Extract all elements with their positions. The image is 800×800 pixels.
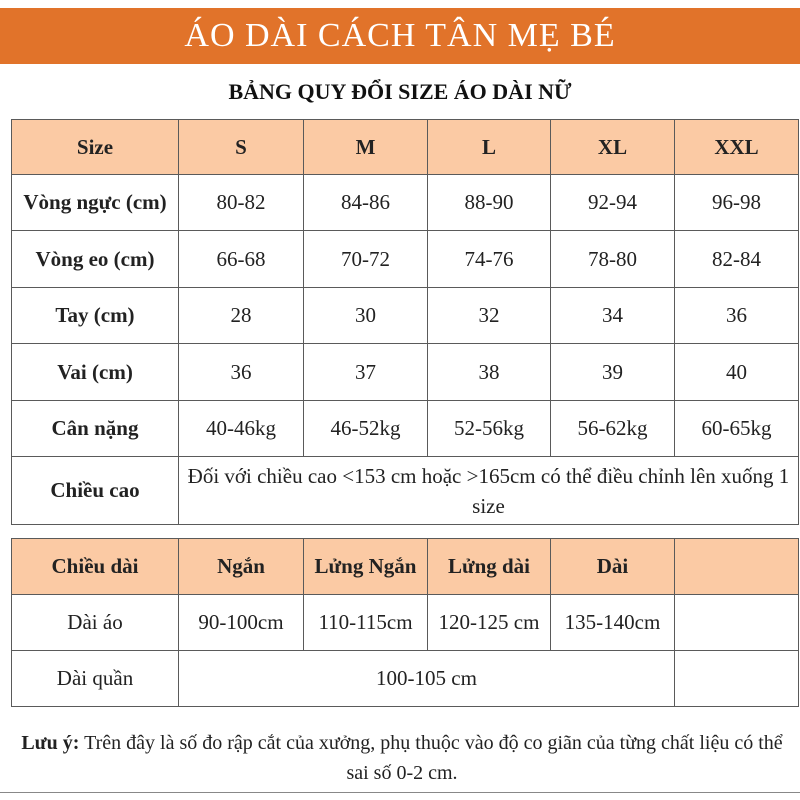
row-label: Vòng eo (cm) [12,231,179,288]
header-cell-l: L [428,120,551,175]
table-row-sleeve [12,288,799,344]
table-cell: 66-68 [179,231,304,288]
table-cell: 96-98 [675,175,799,231]
size-table [11,119,799,525]
height-note-cell: Đối với chiều cao <153 cm hoặc >165cm có thể điều chỉnh lên xuống 1 size [179,457,799,525]
note-label: Lưu ý: [21,732,80,754]
table-cell: 82-84 [675,231,799,288]
header-cell-mid-short: Lửng Ngắn [304,539,428,595]
table-cell: 36 [179,344,304,401]
table-cell: 32 [428,288,551,344]
pants-length-cell: 100-105 cm [179,651,675,707]
table-cell: 39 [551,344,675,401]
table-cell: 52-56kg [428,401,551,457]
header-cell-s: S [179,120,304,175]
table-cell: 90-100cm [179,595,304,651]
row-label: Dài quần [12,651,179,707]
table-cell [675,595,799,651]
table-row-shoulder [12,344,799,401]
row-label: Chiều cao [12,457,179,525]
table-cell: 56-62kg [551,401,675,457]
header-cell-empty [675,539,799,595]
table-cell: 110-115cm [304,595,428,651]
header-cell-xxl: XXL [675,120,799,175]
table-cell: 46-52kg [304,401,428,457]
header-cell-length: Chiều dài [12,539,179,595]
header-cell-m: M [304,120,428,175]
row-label: Cân nặng [12,401,179,457]
table-cell: 34 [551,288,675,344]
row-label: Vòng ngực (cm) [12,175,179,231]
table-cell: 135-140cm [551,595,675,651]
table-row-pants-length [12,651,799,707]
table-cell: 80-82 [179,175,304,231]
table-row-height [12,457,799,525]
table-cell [675,651,799,707]
table-row-waist [12,231,799,288]
table-cell: 60-65kg [675,401,799,457]
table-cell: 84-86 [304,175,428,231]
header-cell-long: Dài [551,539,675,595]
header-cell-mid-long: Lửng dài [428,539,551,595]
table-cell: 30 [304,288,428,344]
page-subtitle: BẢNG QUY ĐỔI SIZE ÁO DÀI NỮ [228,79,572,104]
bottom-divider [0,792,800,793]
row-label: Vai (cm) [12,344,179,401]
note-text: Trên đây là số đo rập cắt của xưởng, phụ thuộc vào độ co giãn của từng chất liệu có thể sai số 0-2 cm. [84,732,783,784]
row-label: Tay (cm) [12,288,179,344]
table-cell: 120-125 cm [428,595,551,651]
header-cell-xl: XL [551,120,675,175]
table-cell: 40 [675,344,799,401]
table-cell: 70-72 [304,231,428,288]
length-table-header [12,539,799,595]
table-cell: 78-80 [551,231,675,288]
banner-title: ÁO DÀI CÁCH TÂN MẸ BÉ [0,8,800,64]
table-row-weight [12,401,799,457]
table-cell: 38 [428,344,551,401]
row-label: Dài áo [12,595,179,651]
header-cell-short: Ngắn [179,539,304,595]
length-table [11,538,799,707]
table-cell: 40-46kg [179,401,304,457]
table-row-dress-length [12,595,799,651]
table-cell: 37 [304,344,428,401]
header-cell-size: Size [12,120,179,175]
table-cell: 74-76 [428,231,551,288]
table-cell: 88-90 [428,175,551,231]
table-row-chest [12,175,799,231]
note [14,728,790,788]
table-cell: 36 [675,288,799,344]
table-cell: 92-94 [551,175,675,231]
table-cell: 28 [179,288,304,344]
size-table-header [12,120,799,175]
